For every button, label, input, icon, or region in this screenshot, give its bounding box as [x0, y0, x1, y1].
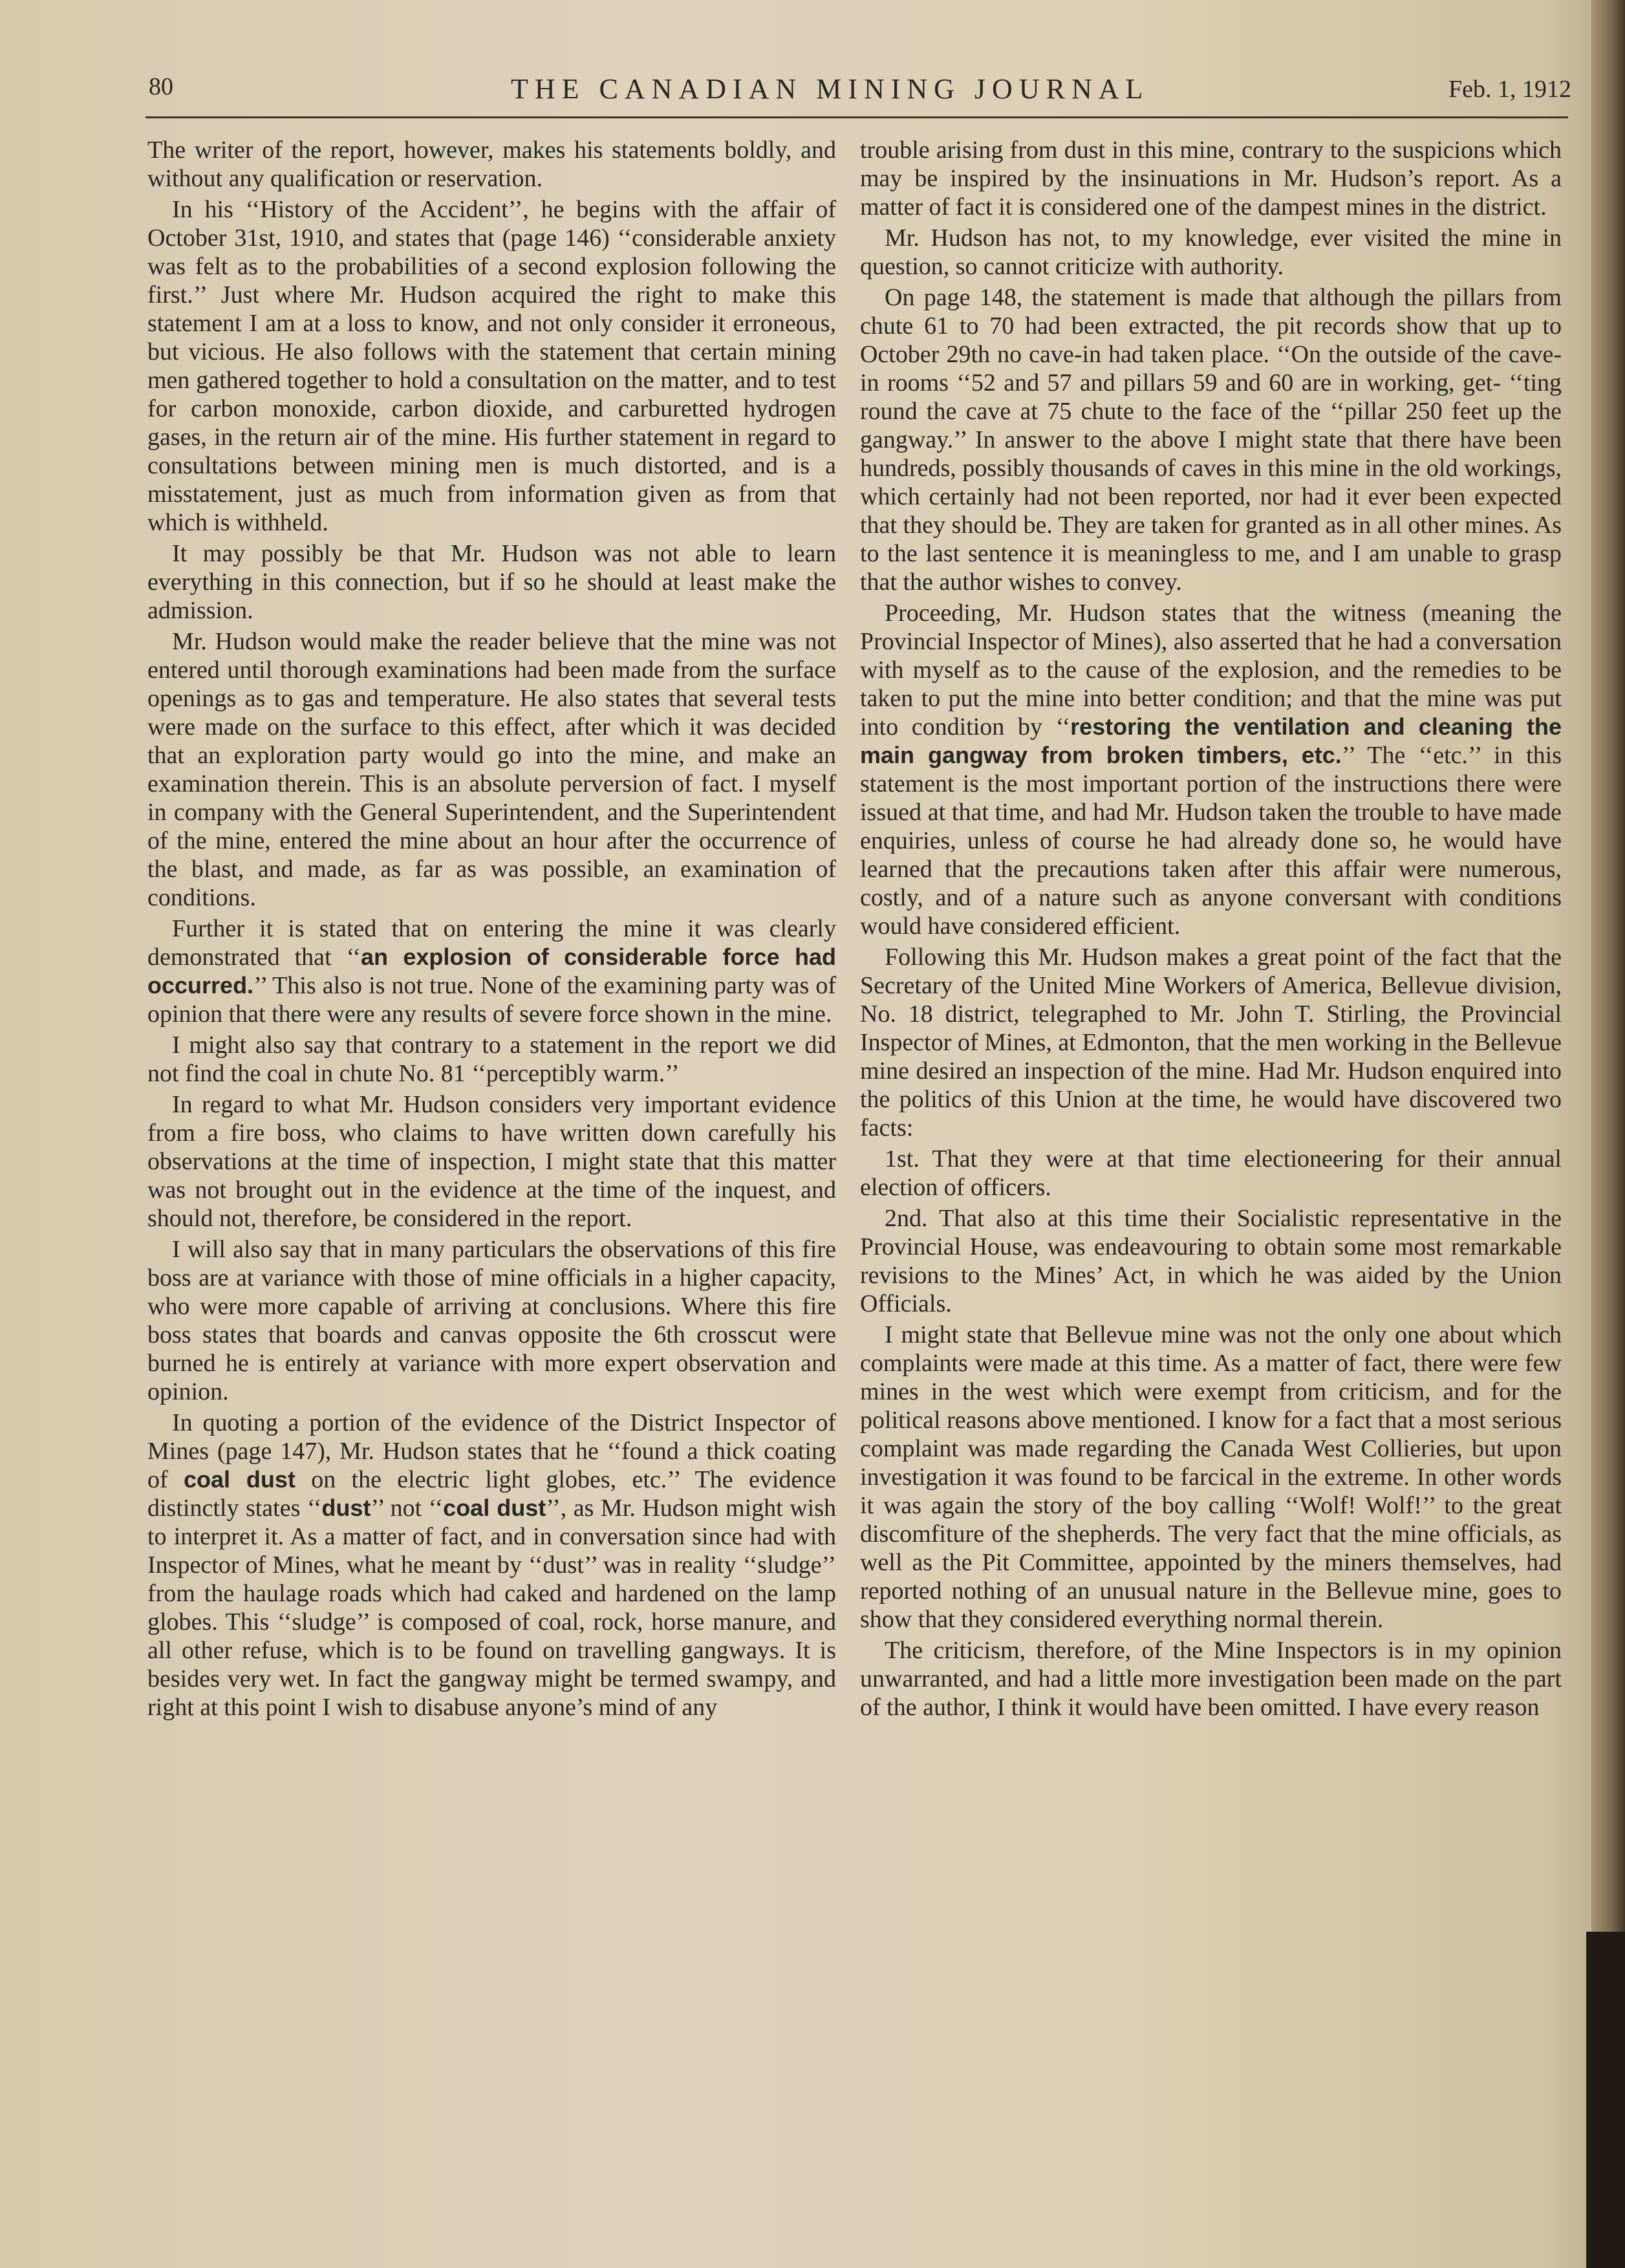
paragraph: In regard to what Mr. Hudson considers very important evidence from a fire boss, who claims to have written down carefully his observations at the time of inspection, I might state that this matter was not brought out in the evidence at the time of the inquest, and should not, therefore, be considered in the report. — [147, 1091, 836, 1232]
text-run: ’’, as Mr. Hudson might wish to interpret it. As a matter of fact, and in conversation since had with Inspector of Mines, what he meant by ‘‘dust’’ was in reality ‘‘sludge’’ from the haulage roads which had caked and hardened on the lamp globes. This ‘‘sludge’’ is composed of coal, rock, horse manure, and all other refuse, which is to be found on travelling gangways. It is besides very wet. In fact the gangway might be termed swampy, and right at this point I wish to disabuse anyone’s mind of any — [147, 1495, 837, 1721]
paragraph: The writer of the report, however, makes his statements boldly, and without any qualification or reservation. — [147, 136, 836, 192]
paragraph: Mr. Hudson has not, to my knowledge, ever visited the mine in question, so cannot criticize with authority. — [860, 224, 1562, 280]
paragraph: 1st. That they were at that time electioneering for their annual election of officers. — [860, 1145, 1562, 1201]
bold-quote: dust — [321, 1495, 371, 1521]
text-run: ’’ The ‘‘etc.’’ in this statement is the most important portion of the instructions there were issued at that time, and had Mr. Hudson taken the trouble to have made enquiries, unless of course he had already done so, he would have learned that the precautions taken after this affair were numerous, costly, and of a nature such as anyone conversant with conditions would have considered efficient. — [860, 742, 1562, 940]
text-run: ’’ not ‘‘ — [371, 1495, 444, 1522]
text-run: ’’ This also is not true. None of the examining party was of opinion that there were any results of severe force shown in the mine. — [147, 972, 836, 1028]
paragraph: The criticism, therefore, of the Mine Inspectors is in my opinion unwarranted, and had a little more investigation been made on the part of the author, I think it would have been omitted. I have every reason — [860, 1637, 1562, 1721]
right-column — [860, 136, 1562, 1724]
paragraph: It may possibly be that Mr. Hudson was not able to learn everything in this connection, but if so he should at least make the admission. — [147, 540, 836, 624]
paragraph: Following this Mr. Hudson makes a great point of the fact that the Secretary of the United Mine Workers of America, Bellevue division, No. 18 district, telegraphed to Mr. John T. Stirling, the Provincial Inspector of Mines, at Edmonton, that the men working in the Bellevue mine desired an inspection of the mine. Had Mr. Hudson enquired into the politics of this Union at the time, he would have discovered two facts: — [860, 944, 1562, 1141]
paragraph — [147, 1409, 836, 1722]
paragraph: I will also say that in many particulars the observations of this fire boss are at variance with those of mine officials in a higher capacity, who were more capable of arriving at conclusions. Where this fire boss states that boards and canvas opposite the 6th crosscut were burned he is entirely at variance with more expert observation and opinion. — [147, 1236, 836, 1405]
paragraph: On page 148, the statement is made that although the pillars from chute 61 to 70 had been extracted, the pit records show that up to October 29th no cave-in had taken place. ‘‘On the outside of the cave-in rooms ‘‘52 and 57 and pillars 59 and 60 are in working, get- ‘‘ting round the cave at 75 chute to the face of the ‘‘pillar 250 feet up the gangway.’’ In answer to the above I might state that there have been hundreds, possibly thousands of caves in this mine in the old workings, which certainly had not been reported, nor had it ever been expected that they should be. They are taken for granted as in all other mines. As to the last sentence it is meaningless to me, and I am unable to grasp that the author wishes to convey. — [860, 284, 1562, 596]
text-run: Proceeding, Mr. Hudson states that the witness (meaning the Provincial Inspector of Mines), also asserted that he had a conversation with myself as to the cause of the explosion, and the remedies to be taken to put the mine into better condition; and that the mine was put into condition by ‘‘ — [860, 599, 1562, 740]
journal-title: THE CANADIAN MINING JOURNAL — [511, 73, 1150, 105]
page-number: 80 — [149, 73, 173, 100]
book-spine-dark-corner — [1586, 1932, 1625, 2268]
bold-quote: an explosion of considerable force had occurred. — [147, 944, 836, 999]
paragraph: In his ‘‘History of the Accident’’, he begins with the affair of October 31st, 1910, and states that (page 146) ‘‘considerable anxiety was felt as to the probabilities of a second explosion following the first.’’ Just where Mr. Hudson acquired the right to make this statement I am at a loss to know, and not only consider it erroneous, but vicious. He also follows with the statement that certain mining men gathered together to hold a consultation on the matter, and to test for carbon monoxide, carbon dioxide, and carburetted hydrogen gases, in the return air of the mine. His further statement in regard to consultations between mining men is much distorted, and is a misstatement, just as much from information given as from that which is withheld. — [147, 196, 836, 536]
book-spine-shadow — [1591, 0, 1625, 2268]
page-header — [149, 70, 1571, 115]
issue-date: Feb. 1, 1912 — [1448, 76, 1571, 103]
text-run: on the electric light globes, etc.’’ The evidence distinctly states ‘‘ — [147, 1466, 837, 1522]
paragraph — [860, 599, 1562, 940]
header-rule — [145, 116, 1568, 118]
bold-quote: coal dust — [184, 1466, 296, 1493]
bold-quote: coal dust — [443, 1495, 546, 1521]
text-run: Further it is stated that on entering the mine it was clearly demonstrated that ‘‘ — [147, 915, 836, 971]
paragraph: I might state that Bellevue mine was not the only one about which complaints were made at this time. As a matter of fact, there were few mines in the west which were exempt from criticism, and for the political reasons above mentioned. I know for a fact that a most serious complaint was made regarding the Canada West Collieries, but upon investigation it was found to be farcical in the extreme. In other words it was again the story of the boy calling ‘‘Wolf! Wolf!’’ to the great discomfiture of the shepherds. The very fact that the mine officials, as well as the Pit Committee, appointed by the miners themselves, had reported nothing of an unusual nature in the Bellevue mine, goes to show that they considered everything normal therein. — [860, 1321, 1562, 1633]
paragraph: Mr. Hudson would make the reader believe that the mine was not entered until thorough examinations had been made from the surface openings as to gas and temperature. He also states that several tests were made on the surface to this effect, after which it was decided that an exploration party would go into the mine, and make an examination therein. This is an absolute perversion of fact. I myself in company with the General Superintendent, and the Superintendent of the mine, entered the mine about an hour after the occurrence of the blast, and made, as far as was possible, an examination of conditions. — [147, 628, 836, 911]
paragraph — [147, 914, 836, 1028]
paragraph: trouble arising from dust in this mine, contrary to the suspicions which may be inspired by the insinuations in Mr. Hudson’s report. As a matter of fact it is considered one of the dampest mines in the district. — [860, 136, 1562, 221]
paragraph: I might also say that contrary to a statement in the report we did not find the coal in chute No. 81 ‘‘perceptibly warm.’’ — [147, 1031, 836, 1087]
bold-quote: restoring the ventilation and cleaning the main gangway from broken timbers, etc. — [860, 713, 1562, 768]
left-column — [147, 136, 836, 1724]
text-run: In quoting a portion of the evidence of the District Inspector of Mines (page 147), Mr. Hudson states that he ‘‘found a thick coating of — [147, 1409, 836, 1493]
paragraph: 2nd. That also at this time their Socialistic representative in the Provincial House, was endeavouring to obtain some most remarkable revisions to the Mines’ Act, in which he was aided by the Union Officials. — [860, 1205, 1562, 1317]
